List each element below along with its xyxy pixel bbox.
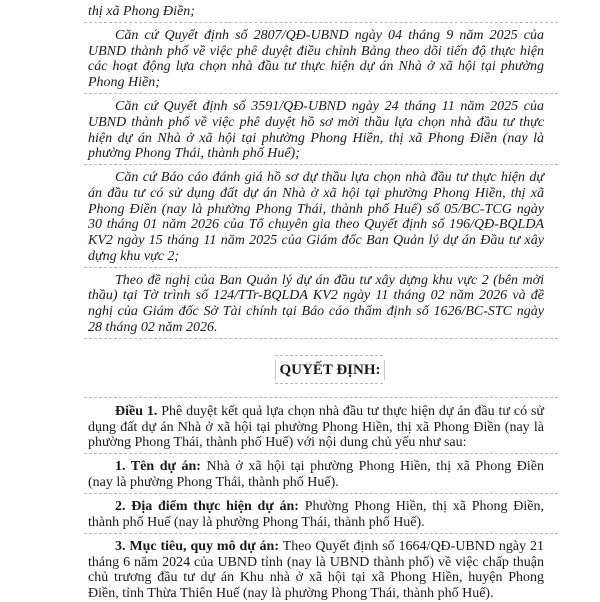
text-line: các hoạt động lựa chọn nhà đầu tư thực hiện dự án Nhà ở xã hội tại phường [88, 59, 544, 74]
text-line: phường Phong Thái, thành phố Huế) với nội dung chủ yếu như sau: [88, 435, 467, 450]
text-line: án đầu tư có sử dụng đất dự án Nhà ở xã hội tại phường Phong Hiền, thị xã [88, 186, 544, 201]
article-text: Nhà ở xã hội tại phường Phong Hiền, thị xã Phong Điền [200, 459, 544, 474]
text-line [88, 459, 544, 475]
text-line: 30 tháng 01 năm 2026 của Tổ chuyên gia theo Quyết định số 196/QĐ-BQLDA [88, 217, 544, 232]
text-line [88, 539, 544, 555]
text-line [88, 499, 544, 515]
article-label: 2. Địa điểm thực hiện dự án: [115, 499, 299, 514]
text-line: Điền, tỉnh Thừa Thiên Huế (nay là phường Phong Thái, thành phố Huế). [88, 586, 494, 601]
decision-heading: QUYẾT ĐỊNH: [275, 360, 385, 380]
text-line: thành phố Huế (nay là phường Phong Thái, thành phố Huế). [88, 515, 425, 530]
article-label: Điều 1. [115, 404, 158, 419]
text-line: nghị của Giám đốc Sở Tài chính tại Báo cáo thẩm định số 1626/BC-STC ngày [88, 304, 544, 319]
text-line: tháng 6 năm 2024 của UBND tỉnh (nay là UBND thành phố) về việc chấp thuận [88, 555, 544, 570]
paragraph-divider [84, 397, 558, 398]
paragraph-divider [84, 267, 558, 268]
text-line: Phong Hiền; [88, 75, 160, 90]
paragraph-divider [84, 338, 558, 339]
paragraph-divider [84, 164, 558, 165]
title-divider [275, 383, 383, 384]
text-line: 28 tháng 02 năm 2026. [88, 320, 218, 335]
paragraph-divider [84, 93, 558, 94]
text-line: phường Phong Thái, thành phố Huế); [88, 146, 300, 161]
text-line: chủ trương đầu tư dự án Khu nhà ở xã hội tại xã Phong Hiền, huyện Phong [88, 570, 544, 585]
text-line: dụng đất dự án Nhà ở xã hội tại phường Phong Hiền, thị xã Phong Điền (nay là [88, 420, 544, 435]
paragraph-divider [84, 533, 558, 534]
text-line: (nay là phường Phong Thái, thành phố Huế). [88, 475, 339, 490]
text-line: thầu) tại Tờ trình số 124/TTr-BQLDA KV2 ngày 11 tháng 02 năm 2026 và đề [88, 288, 544, 303]
article-label: 3. Mục tiêu, quy mô dự án: [115, 539, 280, 554]
text-line: UBND thành phố về việc phê duyệt điều chỉnh Bảng theo dõi tiến độ thực hiện [88, 44, 544, 59]
text-line: hiện dự án Nhà ở xã hội tại phường Phong Hiền, thị xã Phong Điền (nay là [88, 131, 544, 146]
article-text: Theo Quyết định số 1664/QĐ-UBND ngày 21 [279, 539, 544, 554]
text-line: Căn cứ Quyết định số 2807/QĐ-UBND ngày 04 tháng 9 năm 2025 của [115, 28, 544, 43]
article-text: Phê duyệt kết quả lựa chọn nhà đầu tư thực hiện dự án đầu tư có sử [157, 404, 544, 419]
text-line: Theo đề nghị của Ban Quản lý dự án đầu tư xây dựng khu vực 2 (bên mời [115, 273, 544, 288]
paragraph-divider [84, 22, 558, 23]
paragraph-divider [84, 453, 558, 454]
text-line: Căn cứ Quyết định số 3591/QĐ-UBND ngày 24 tháng 11 năm 2025 của [115, 99, 544, 114]
paragraph-divider [84, 493, 558, 494]
title-divider [275, 355, 383, 356]
text-line [88, 404, 544, 420]
article-label: 1. Tên dự án: [115, 459, 201, 474]
text-line: Phong Điền (nay là phường Phong Thái, thành phố Huế) số 05/BC-TCG ngày [88, 202, 544, 217]
text-line: UBND thành phố về việc phê duyệt hồ sơ mời thầu lựa chọn nhà đầu tư thực [88, 115, 544, 130]
text-line: Căn cứ Báo cáo đánh giá hồ sơ dự thầu lựa chọn nhà đầu tư thực hiện dự [115, 170, 544, 185]
text-line: thị xã Phong Điền; [88, 4, 195, 19]
text-line: KV2 ngày 15 tháng 11 năm 2025 của Giám đốc Ban Quản lý dự án Đầu tư xây [88, 233, 544, 248]
text-line: dựng khu vực 2; [88, 249, 180, 264]
article-text: Phường Phong Hiền, thị xã Phong Điền, [298, 499, 544, 514]
